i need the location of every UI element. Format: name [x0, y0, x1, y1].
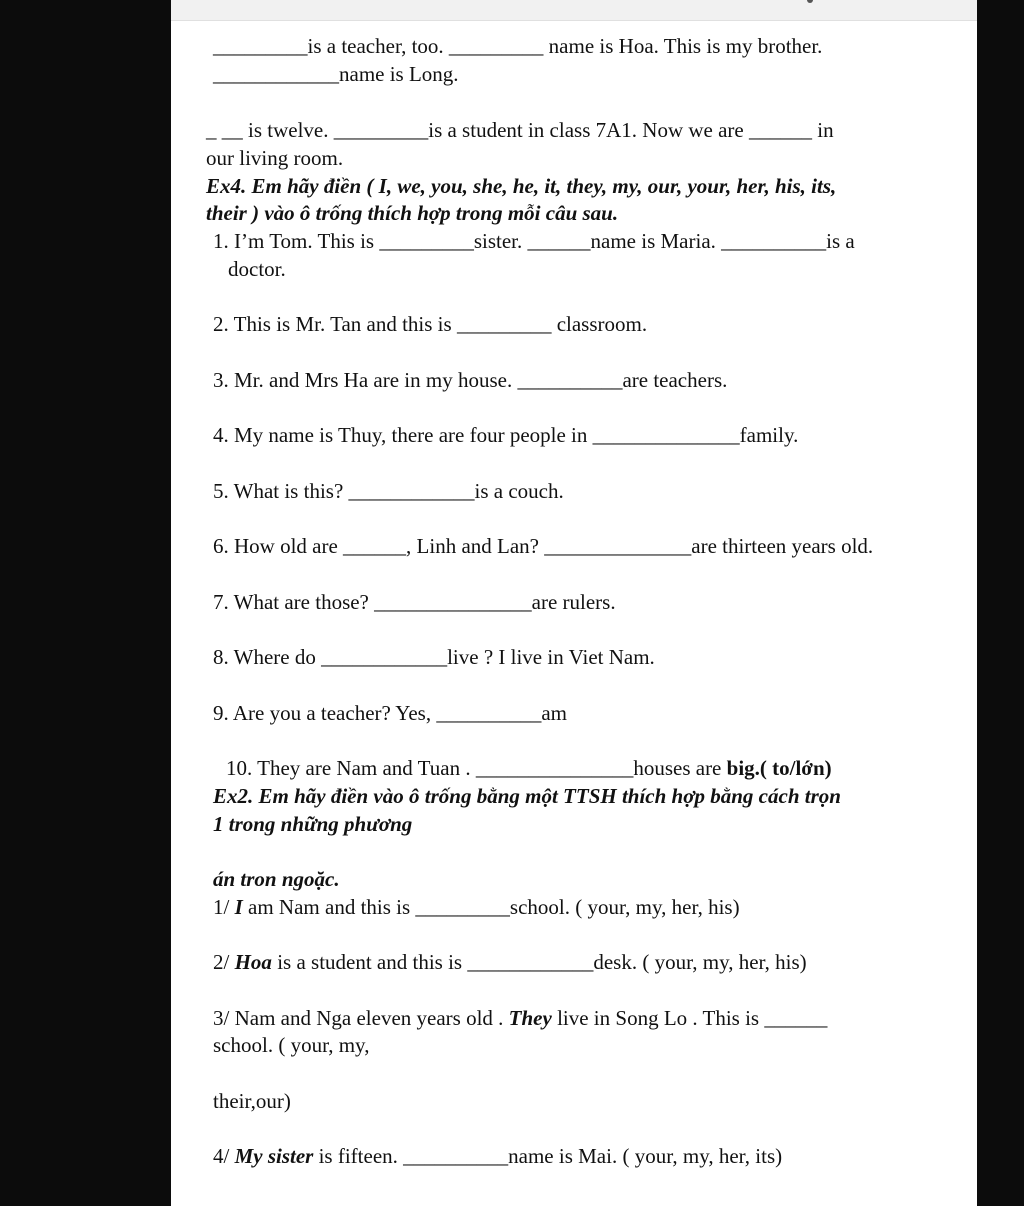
q4-text: is fifteen. __________name is Mai. ( your, my, her, its) [313, 1144, 783, 1168]
q3-prefix: 3/ Nam and Nga eleven years old . [213, 1006, 509, 1030]
ex4-item-10-text: 10. They are Nam and Tuan . _______________houses are [226, 756, 727, 780]
ex4-title-line-2: their ) vào ô trống thích hợp trong mỗi câu sau. [206, 201, 619, 225]
ex4-item-1-cont: doctor. [228, 257, 286, 281]
ex4-item-2: 2. This is Mr. Tan and this is _________ classroom. [213, 312, 648, 336]
q2-emphasis: Hoa [234, 950, 272, 974]
ex4-item-4: 4. My name is Thuy, there are four people in ______________family. [213, 423, 799, 447]
intro-line-1: _________is a teacher, too. _________ name is Hoa. This is my brother. [213, 34, 823, 58]
ex2-title-line-2: 1 trong những phương [213, 812, 413, 836]
ex2-question-4 [213, 1143, 782, 1169]
q3-emphasis: They [508, 1006, 552, 1030]
ex2-question-3-cont: school. ( your, my, [213, 1033, 370, 1057]
q2-prefix: 2/ [213, 950, 235, 974]
ex2-title-line-3: án tron ngoặc. [213, 867, 340, 891]
ex2-question-3 [213, 1005, 827, 1031]
q1-prefix: 1/ [213, 895, 235, 919]
document-page [171, 0, 977, 1206]
intro-line-4: our living room. [206, 146, 344, 170]
ex2-question-1 [213, 894, 740, 920]
ex4-item-3: 3. Mr. and Mrs Ha are in my house. __________are teachers. [213, 368, 728, 392]
q1-text: am Nam and this is _________school. ( your, my, her, his) [242, 895, 740, 919]
ex2-question-3-options: their,our) [213, 1089, 291, 1113]
ex2-title-line-1: Ex2. Em hãy điền vào ô trống bằng một TTSH thích hợp bằng cách trọn [213, 784, 841, 808]
ex4-item-10-bold: big.( to/lớn) [726, 756, 832, 780]
ex4-item-1: 1. I’m Tom. This is _________sister. ______name is Maria. __________is a [213, 229, 855, 253]
ex4-item-7: 7. What are those? _______________are rulers. [213, 590, 616, 614]
ex4-item-9: 9. Are you a teacher? Yes, __________am [213, 701, 568, 725]
ex4-item-8: 8. Where do ____________live ? I live in Viet Nam. [213, 645, 655, 669]
q3-text: live in Song Lo . This is ______ [551, 1006, 828, 1030]
ex4-item-10 [226, 755, 832, 781]
q2-text: is a student and this is ____________desk. ( your, my, her, his) [271, 950, 807, 974]
q4-emphasis: My sister [234, 1144, 314, 1168]
ex4-item-5: 5. What is this? ____________is a couch. [213, 479, 564, 503]
intro-line-3: _ __ is twelve. _________is a student in class 7A1. Now we are ______ in [206, 118, 834, 142]
q4-prefix: 4/ [213, 1144, 235, 1168]
ex4-title-line-1: Ex4. Em hãy điền ( I, we, you, she, he, it, they, my, our, your, her, his, its, [206, 174, 837, 198]
intro-line-2: ____________name is Long. [213, 62, 459, 86]
ex2-question-2 [213, 949, 807, 975]
toolbar-dot [807, 0, 813, 3]
ex4-item-6: 6. How old are ______, Linh and Lan? ______________are thirteen years old. [213, 534, 874, 558]
viewer-toolbar [171, 0, 977, 21]
q1-emphasis: I [234, 895, 243, 919]
